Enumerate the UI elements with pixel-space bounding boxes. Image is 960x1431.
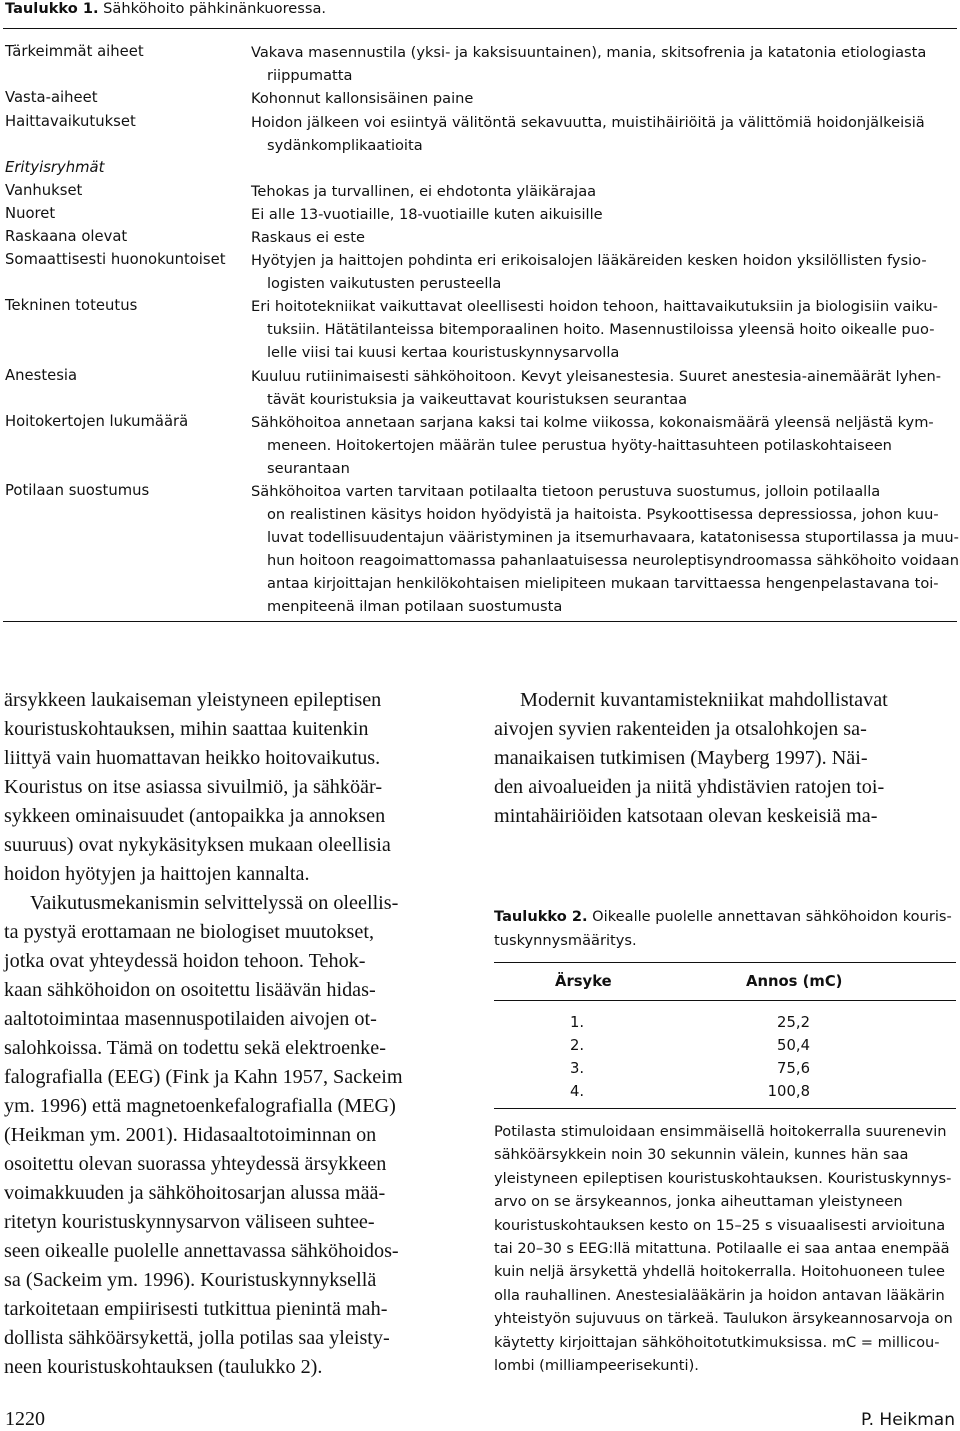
table2-cell-dose: 75,6 (777, 1060, 810, 1077)
table1-row-text-line: Ei alle 13-vuotiaille, 18-vuotiaille kuten aikuisille (251, 206, 603, 223)
body-text-line: hoidon hyötyjen ja haittojen kannalta. (4, 863, 310, 885)
body-text-line: seen oikealle puolelle annettavassa sähköhoidos- (4, 1240, 399, 1262)
table2-cell-dose: 25,2 (777, 1014, 810, 1031)
table2-note-line: sähköärsykkein noin 30 sekunnin välein, kunnes hän saa (494, 1146, 909, 1164)
table2-cell-dose: 100,8 (767, 1083, 810, 1100)
body-text-line: Kouristus on itse asiassa sivuilmiö, ja sähköär- (4, 776, 383, 798)
table2-caption (494, 905, 956, 953)
table1-row-text-line: luvat todellisuudentajun vääristyminen ja itsemurhavaara, katatonisessa stuportilassa ja muu- (267, 529, 959, 546)
body-text-right-column (494, 686, 956, 831)
body-text-line: tarkoitetaan empiirisesti tutkittua pienintä mah- (4, 1298, 388, 1320)
table1-row-text-line: seurantaan (267, 460, 350, 477)
table1-row-text (251, 295, 956, 364)
table1-caption-label: Taulukko 1. (5, 0, 99, 17)
table2-note-line: yleistyneen epileptisen kouristuskohtauksen. Kouristuskynnys- (494, 1169, 952, 1187)
table2-note-line: Potilasta stimuloidaan ensimmäisellä hoitokerralla suurenevin (494, 1123, 947, 1140)
body-text-left-column (4, 686, 466, 1382)
table1-row-text (251, 111, 956, 157)
table2-note-line: tai 20–30 s EEG:llä mitattuna. Potilaalle ei saa antaa enempää (494, 1240, 950, 1258)
body-text-line: ritetyn kouristuskynnysarvon väliseen suhtee- (4, 1211, 375, 1233)
table1-row-text (251, 87, 956, 110)
table2-note-line: yhteistyön sujuvuus on tärkeä. Taulukon ärsykeannosarvoja on (494, 1310, 953, 1328)
body-text-line: kaan sähköhoidon on osoitettu lisäävän hidas- (4, 979, 376, 1001)
table2-note-line: kuin neljä ärsykettä yhdellä hoitokerralla. Hoitohuoneen tulee (494, 1263, 945, 1281)
table2-note-line: lombi (milliampeerisekunti). (494, 1357, 699, 1375)
table2-caption-label: Taulukko 2. (494, 908, 588, 925)
table2-cell-stimulus: 4. (570, 1083, 585, 1100)
body-text-line: ta pystyä erottamaan ne biologiset muutokset, (4, 921, 375, 943)
table1-row-text-line: Kohonnut kallonsisäinen paine (251, 90, 474, 107)
body-text-line: liittyä vain huomattavan heikko hoitovaikutus. (4, 747, 381, 769)
body-text-line: ym. 1996) että magnetoenkefalografialla (MEG) (4, 1095, 396, 1117)
table1-row-text-line: Sähköhoitoa annetaan sarjana kaksi tai kolme viikossa, kokonaismäärä yleensä neljästä kym- (251, 414, 934, 431)
table1-row-label: Nuoret (5, 205, 56, 222)
table1-row-label: Anestesia (5, 367, 78, 384)
table1-row-text-line: Raskaus ei este (251, 229, 365, 246)
body-text-line: suuruus) ovat nykykäsityksen mukaan oleellisia (4, 834, 391, 856)
body-text-line: dollista sähköärsykettä, jolla potilas saa yleisty- (4, 1327, 390, 1349)
table2-cell-stimulus: 1. (570, 1014, 585, 1031)
table1-row-text (251, 41, 956, 87)
table1-row-text-line: Hoidon jälkeen voi esiintyä välitöntä sekavuutta, muistihäiriöitä ja välittömiä hoidonjälkeisiä (251, 114, 925, 131)
body-text-line: (Heikman ym. 2001). Hidasaaltotoiminnan on (4, 1124, 377, 1146)
table1-row-label: Potilaan suostumus (5, 482, 150, 499)
body-text-line: Modernit kuvantamistekniikat mahdollistavat (520, 689, 888, 711)
body-text-line: aivojen syvien rakenteiden ja otsalohkojen sa- (494, 718, 867, 740)
body-text-line: Vaikutusmekanismin selvittelyssä on oleellis- (30, 892, 399, 914)
table2-caption-text-2: tuskynnysmääritys. (494, 932, 637, 949)
table2-note-line: olla rauhallinen. Anestesialääkärin ja hoidon antavan lääkärin (494, 1286, 945, 1304)
table1-row-text (251, 180, 956, 203)
table2-header-stimulus: Ärsyke (555, 973, 612, 990)
body-text-line: mintahäiriöiden katsotaan olevan keskeisiä ma- (494, 805, 878, 827)
table1-bottom-rule (3, 621, 957, 622)
running-author: P. Heikman (861, 1410, 955, 1430)
table1-row-text-line: menpiteenä ilman potilaan suostumusta (267, 598, 563, 615)
table1-row-label: Haittavaikutukset (5, 113, 136, 130)
table2-note-line: kouristuskohtauksen kesto on 15–25 s visuaalisesti arvioituna (494, 1216, 946, 1234)
table1-row-label: Somaattisesti huonokuntoiset (5, 251, 226, 268)
table1-row-text-line: meneen. Hoitokertojen määrän tulee perustua hyöty-haittasuhteen potilaskohtaiseen (267, 437, 892, 454)
body-text-line: salohkoissa. Tämä on todettu sekä elektroenke- (4, 1037, 386, 1059)
table1-row-label: Tärkeimmät aiheet (5, 43, 144, 60)
table1-row-text-line: logisten vaikutusten perusteella (267, 275, 502, 292)
table1-caption (5, 0, 326, 17)
table1-row-text-line: Hyötyjen ja haittojen pohdinta eri erikoisalojen lääkäreiden kesken hoidon yksilöllisten fysio- (251, 252, 927, 269)
table1-row-text-line: Eri hoitotekniikat vaikuttavat oleellisesti hoidon tehoon, haittavaikutuksiin ja biologisiin vaiku- (251, 298, 938, 315)
table1-row-text-line: Kuuluu rutiinimaisesti sähköhoitoon. Kevyt yleisanestesia. Suuret anestesia-ainemäärät lyhen- (251, 368, 942, 385)
body-text-line: manaikaisen tutkimisen (Mayberg 1997). Näi- (494, 747, 868, 769)
table2-header-rule (494, 1000, 956, 1001)
table1-row-text (251, 203, 956, 226)
table1-row-text (251, 249, 956, 295)
table1-top-rule (3, 28, 957, 29)
table2-cell-dose: 50,4 (777, 1037, 810, 1054)
body-text-line: kouristuskohtauksen, mihin saattaa kuitenkin (4, 718, 369, 740)
body-text-line: sa (Sackeim ym. 1996). Kouristuskynnyksellä (4, 1269, 377, 1291)
table1-row-text-line: hun hoitoon reagoimattomassa pahanlaatuisessa neuroleptisyndroomassa sähköhoito voidaan (267, 552, 959, 569)
table1-row-text-line: tävät kouristuksia ja vaikeuttavat kouristuksen seurantaa (267, 391, 688, 408)
table1-row-text-line: Vakava masennustila (yksi- ja kaksisuuntainen), mania, skitsofrenia ja katatonia etiologiasta (251, 44, 927, 61)
table1-row-text-line: sydänkomplikaatioita (267, 137, 423, 154)
table2-note-line: arvo on se ärsykeannos, jonka aiheuttaman yleistyneen (494, 1193, 903, 1211)
body-text-line: voimakkuuden ja sähköhoitosarjan alussa mää- (4, 1182, 386, 1204)
table1-row-text (251, 365, 956, 411)
body-text-line: falografialla (EEG) (Fink ja Kahn 1957, Sackeim (4, 1066, 403, 1088)
table1-row-text (251, 226, 956, 249)
table1-row-text-line: on realistinen käsitys hoidon hyödyistä ja haitoista. Psykoottisessa depressiossa, johon kuu- (267, 506, 939, 523)
table1-row-label: Erityisryhmät (5, 159, 105, 176)
body-text-line: sykkeen ominaisuudet (antopaikka ja annoksen (4, 805, 386, 827)
body-text-line: osoitettu olevan suorassa yhteydessä ärsykkeen (4, 1153, 387, 1175)
body-text-line: neen kouristuskohtauksen (taulukko 2). (4, 1356, 323, 1378)
table2-top-rule (494, 962, 956, 963)
body-text-line: jotka ovat yhteydessä hoidon tehoon. Tehok- (4, 950, 366, 972)
body-text-line: aaltotoimintaa masennuspotilaiden aivojen ot- (4, 1008, 377, 1030)
table1-row-text (251, 411, 956, 480)
table1-row-label: Raskaana olevat (5, 228, 128, 245)
body-text-line: den aivoalueiden ja niitä yhdistävien ratojen toi- (494, 776, 885, 798)
table2-header-dose: Annos (mC) (746, 973, 843, 990)
table2-note-line: käytetty kirjoittajan sähköhoitotutkimuksissa. mC = millicou- (494, 1333, 940, 1351)
table1-row-label: Vasta-aiheet (5, 89, 98, 106)
table2-bottom-rule (494, 1108, 956, 1109)
table1-row-text-line: Sähköhoitoa varten tarvitaan potilaalta tietoon perustuva suostumus, jolloin potilaalla (251, 483, 881, 500)
table1-row-label: Tekninen toteutus (5, 297, 138, 314)
table1-row-text-line: Tehokas ja turvallinen, ei ehdotonta yläikärajaa (251, 183, 597, 200)
table1-row-label: Vanhukset (5, 182, 83, 199)
table2-cell-stimulus: 2. (570, 1037, 585, 1054)
table1-row-text-line: tuksiin. Hätätilanteissa bitemporaalinen hoito. Masennustiloissa yleensä hoito oikealle puo- (267, 321, 935, 338)
table2-note (494, 1120, 956, 1377)
page-number: 1220 (5, 1408, 45, 1430)
table1-row-text-line: antaa kirjoittajan henkilökohtaisen mielipiteen mukaan tarvittaessa hengenpelastavana toi- (267, 575, 939, 592)
table1-row-text-line: lelle viisi tai kuusi kertaa kouristuskynnysarvolla (267, 344, 620, 361)
table2-cell-stimulus: 3. (570, 1060, 585, 1077)
table1-row-text-line: riippumatta (267, 67, 353, 84)
table1-caption-text: Sähköhoito pähkinänkuoressa. (103, 0, 327, 17)
table1-row-label: Hoitokertojen lukumäärä (5, 413, 189, 430)
table2-caption-text: Oikealle puolelle annettavan sähköhoidon kouris- (592, 908, 952, 925)
body-text-line: ärsykkeen laukaiseman yleistyneen epileptisen (4, 689, 382, 711)
table1-row-text (251, 480, 959, 618)
